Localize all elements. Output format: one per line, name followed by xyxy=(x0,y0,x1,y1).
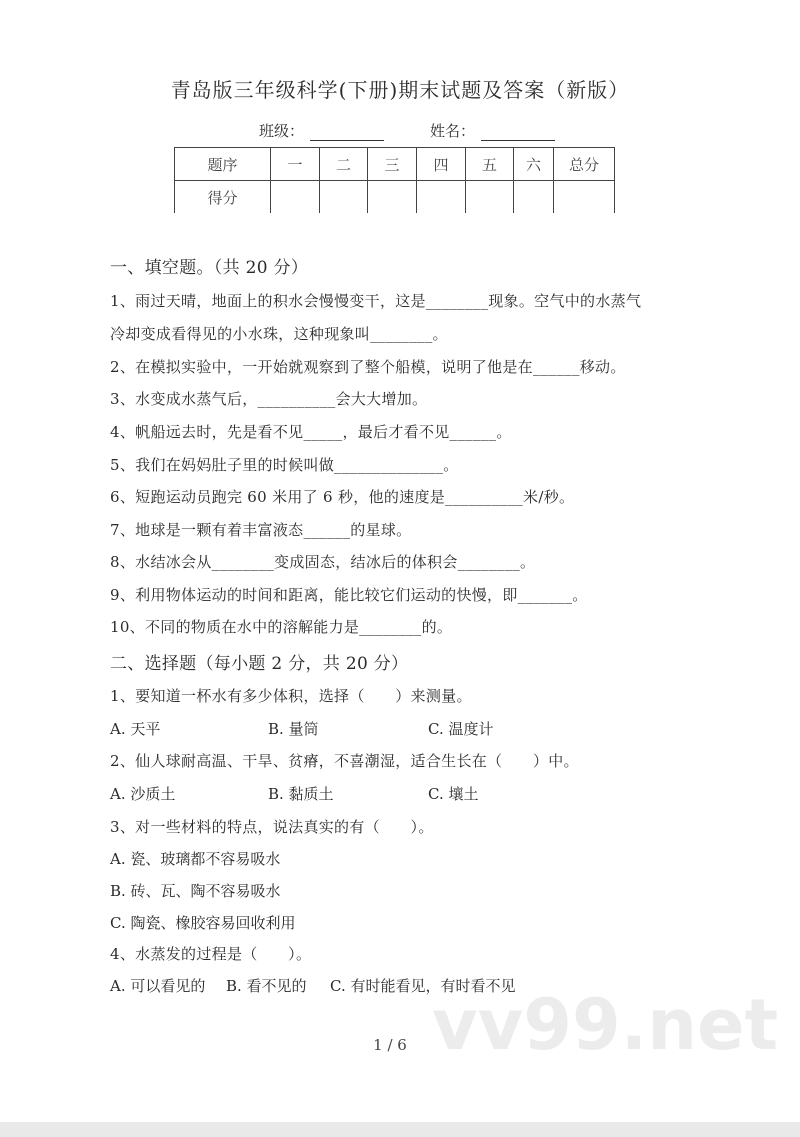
choice-question: 2、仙人球耐高温、干旱、贫瘠，不喜潮湿，适合生长在（ ）中。 xyxy=(110,752,579,770)
table-cell: 一 xyxy=(271,148,320,181)
score-cell xyxy=(554,181,615,214)
score-table xyxy=(174,147,615,213)
table-cell: 得分 xyxy=(175,181,271,214)
name-label: 姓名： xyxy=(430,122,476,140)
score-cell xyxy=(271,181,320,214)
section1-heading: 一、填空题。（共 20 分） xyxy=(110,258,309,278)
question-line: 2、在模拟实验中，一开始就观察到了整个船模，说明了他是在______移动。 xyxy=(110,358,626,376)
score-table-header xyxy=(175,148,615,181)
choice-option: A. 沙质土 xyxy=(110,785,176,803)
question-line: 5、我们在妈妈肚子里的时候叫做______________。 xyxy=(110,456,459,474)
choice-option: A. 可以看见的 xyxy=(110,977,206,995)
score-cell xyxy=(417,181,466,214)
question-line: 冷却变成看得见的小水珠，这种现象叫________。 xyxy=(110,325,448,343)
class-label: 班级： xyxy=(259,122,305,140)
question-line: 9、利用物体运动的时间和距离，能比较它们运动的快慢，即_______。 xyxy=(110,586,588,604)
choice-option: C. 有时能看见，有时看不见 xyxy=(330,977,516,995)
question-line: 4、帆船远去时，先是看不见_____，最后才看不见______。 xyxy=(110,423,512,441)
name-field xyxy=(430,120,555,141)
choice-question: 1、要知道一杯水有多少体积，选择（ ）来测量。 xyxy=(110,687,472,705)
choice-option: B. 看不见的 xyxy=(226,977,307,995)
choice-question: 3、对一些材料的特点，说法真实的有（ ）。 xyxy=(110,818,434,836)
document-title: 青岛版三年级科学(下册)期末试题及答案（新版） xyxy=(170,78,630,102)
score-cell xyxy=(514,181,554,214)
class-blank xyxy=(310,124,384,141)
question-line: 3、水变成水蒸气后，__________会大大增加。 xyxy=(110,390,428,408)
score-cell xyxy=(368,181,417,214)
table-cell: 四 xyxy=(417,148,466,181)
question-line: 8、水结冰会从________变成固态，结冰后的体积会________。 xyxy=(110,553,536,571)
table-cell: 三 xyxy=(368,148,417,181)
table-cell: 六 xyxy=(514,148,554,181)
name-blank xyxy=(481,124,555,141)
choice-option: B. 黏质土 xyxy=(268,785,334,803)
question-line: 1、雨过天晴，地面上的积水会慢慢变干，这是________现象。空气中的水蒸气 xyxy=(110,292,642,310)
table-cell: 二 xyxy=(320,148,368,181)
score-cell xyxy=(466,181,514,214)
score-cell xyxy=(320,181,368,214)
choice-option: A. 瓷、玻璃都不容易吸水 xyxy=(110,850,281,868)
question-line: 10、不同的物质在水中的溶解能力是________的。 xyxy=(110,618,453,636)
choice-option: C. 壤土 xyxy=(428,785,479,803)
score-table-row xyxy=(175,181,615,214)
section2-heading: 二、选择题（每小题 2 分，共 20 分） xyxy=(110,654,409,674)
question-line: 6、短跑运动员跑完 60 米用了 6 秒，他的速度是__________米/秒。 xyxy=(110,488,575,506)
class-field xyxy=(259,120,384,141)
question-line: 7、地球是一颗有着丰富液态______的星球。 xyxy=(110,521,412,539)
choice-option: C. 陶瓷、橡胶容易回收利用 xyxy=(110,914,296,932)
choice-option: B. 砖、瓦、陶不容易吸水 xyxy=(110,882,281,900)
table-cell: 五 xyxy=(466,148,514,181)
table-cell: 题序 xyxy=(175,148,271,181)
choice-option: A. 天平 xyxy=(110,720,161,738)
page-number: 1 / 6 xyxy=(373,1036,407,1054)
watermark: vv99.net xyxy=(432,984,779,1066)
choice-question: 4、水蒸发的过程是（ ）。 xyxy=(110,945,312,963)
table-cell: 总分 xyxy=(554,148,615,181)
choice-option: C. 温度计 xyxy=(428,720,494,738)
choice-option: B. 量筒 xyxy=(268,720,319,738)
